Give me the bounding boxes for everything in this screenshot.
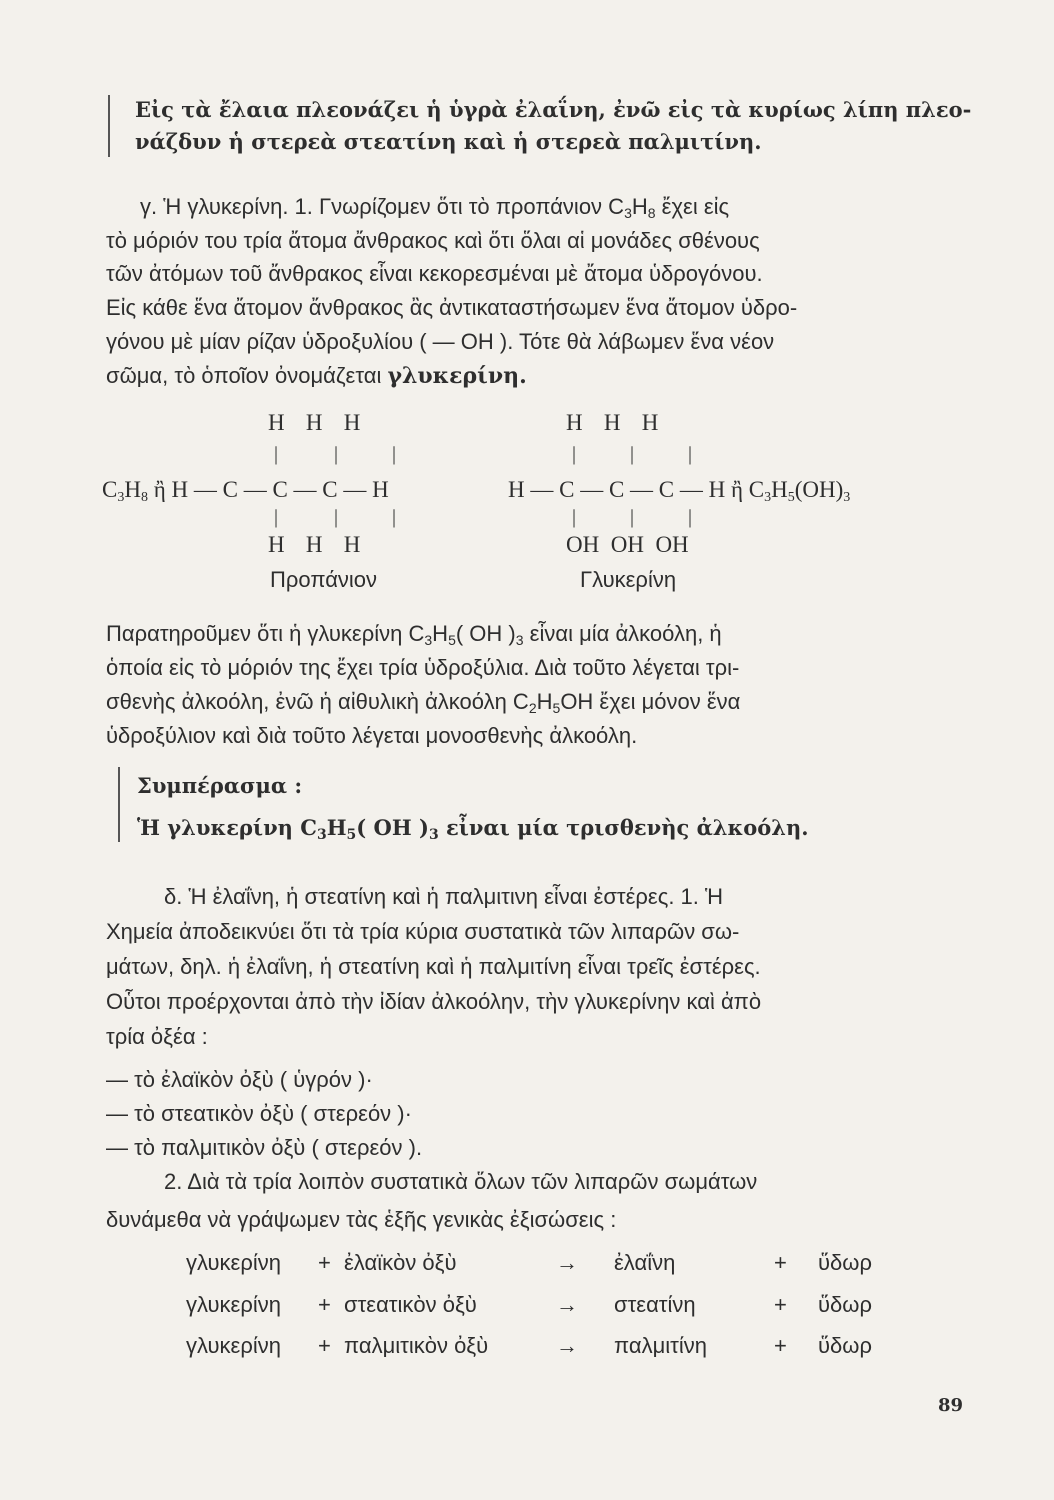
eq-ester: παλμιτίνη bbox=[614, 1333, 707, 1358]
eq-arrow: → bbox=[556, 1333, 578, 1358]
section-c-line-4: Εἰς κάθε ἕνα ἄτομον ἄνθρακος ἂς ἀντικαταστήσωμεν ἕνα ἄτομον ὑδρο- bbox=[106, 295, 798, 320]
glycerol-chain: H — C — C — C — H ἢ $C_3H_5(OH)_3$ bbox=[508, 477, 851, 505]
note-line-2: νάζδυν ἡ στερεὰ στεατίνη καὶ ἡ στερεὰ παλμιτίνη. bbox=[135, 129, 762, 154]
bond-top-5: | bbox=[630, 443, 635, 465]
observation-line-1: Παρατηροῦμεν ὅτι ἡ γλυκερίνη $C_3H_5$( OH )$_3$ εἶναι μία ἀλκοόλη, ἡ bbox=[106, 621, 722, 648]
acid-stearic: — τὸ στεατικὸν ὀξὺ ( στερεόν )· bbox=[106, 1101, 412, 1126]
conclusion-margin-bar bbox=[118, 767, 120, 842]
eq-acid: στεατικὸν ὀξὺ bbox=[344, 1292, 477, 1317]
eq-plus: + bbox=[318, 1250, 331, 1275]
observation-line-2: ὁποία εἰς τὸ μόριόν της ἔχει τρία ὑδροξύλια. Διὰ τοῦτο λέγεται τρι- bbox=[106, 655, 740, 680]
section-d-line-5: τρία ὀξέα : bbox=[106, 1024, 208, 1049]
acid-oleic: — τὸ ἐλαϊκὸν ὀξὺ ( ὑγρόν )· bbox=[106, 1067, 373, 1092]
propane-label: Προπάνιον bbox=[270, 567, 378, 592]
eq-water: ὕδωρ bbox=[818, 1333, 872, 1358]
eq-ester: ἐλαΐνη bbox=[614, 1250, 676, 1275]
eq-acid: παλμιτικὸν ὀξὺ bbox=[344, 1333, 489, 1358]
section-d-line-7: δυνάμεθα νὰ γράψωμεν τὰς ἑξῆς γενικὰς ἐξισώσεις : bbox=[106, 1207, 617, 1232]
eq-plus: + bbox=[774, 1250, 787, 1275]
glycerol-bottom-hydroxyls: OH OH OH bbox=[566, 532, 689, 557]
eq-plus: + bbox=[774, 1292, 787, 1317]
section-d-line-2: Χημεία ἀποδεικνύει ὅτι τὰ τρία κύρια συστατικὰ τῶν λιπαρῶν σω- bbox=[106, 919, 740, 944]
conclusion-statement: Ἡ γλυκερίνη $C_3H_5$( OH )$_3$ εἶναι μία τρισθενὴς ἀλκοόλη. bbox=[137, 815, 809, 843]
page-number: 89 bbox=[938, 1395, 964, 1416]
propane-bottom-hydrogens: H H H bbox=[268, 532, 362, 557]
observation-line-4: ὑδροξύλιον καὶ διὰ τοῦτο λέγεται μονοσθενὴς ἀλκοόλη. bbox=[106, 723, 638, 748]
section-d-line-3: μάτων, δηλ. ἡ ἐλαΐνη, ἡ στεατίνη καὶ ἡ παλμιτίνη εἶναι τρεῖς ἐστέρες. bbox=[106, 954, 761, 979]
section-c-line-6: σῶμα, τὸ ὁποῖον ὀνομάζεται γλυκερίνη. bbox=[106, 363, 527, 389]
section-d-line-1: δ. Ἡ ἐλαΐνη, ἡ στεατίνη καὶ ἡ παλμιτινη εἶναι ἐστέρες. 1. Ἡ bbox=[164, 884, 724, 909]
bond-top-6: | bbox=[688, 443, 693, 465]
eq-plus: + bbox=[318, 1333, 331, 1358]
note-margin-bar bbox=[108, 95, 110, 157]
eq-arrow: → bbox=[556, 1250, 578, 1275]
acid-palmitic: — τὸ παλμιτικὸν ὀξὺ ( στερεόν ). bbox=[106, 1135, 423, 1160]
bond-top-4: | bbox=[572, 443, 577, 465]
propane-chain: $C_3H_8$ ἢ H — C — C — C — H bbox=[102, 477, 389, 505]
bond-top-2: | bbox=[334, 443, 339, 465]
eq-glycerol: γλυκερίνη bbox=[186, 1292, 281, 1317]
eq-water: ὕδωρ bbox=[818, 1250, 872, 1275]
section-d-line-4: Οὗτοι προέρχονται ἀπὸ τὴν ἰδίαν ἀλκοόλην, τὴν γλυκερίνην καὶ ἀπὸ bbox=[106, 989, 762, 1014]
section-c-line-1: γ. Ἡ γλυκερίνη. 1. Γνωρίζομεν ὅτι τὸ προπάνιον $C_3H_8$ ἔχει εἰς bbox=[140, 194, 730, 221]
section-c-line-2: τὸ μόριόν του τρία ἄτομα ἄνθρακος καὶ ὅτι ὅλαι αἱ μονάδες σθένους bbox=[106, 228, 760, 253]
glycerol-top-hydrogens: H H H bbox=[566, 410, 660, 435]
note-line-1: Εἰς τὰ ἔλαια πλεονάζει ἡ ὑγρὰ ἐλαΐνη, ἐνῶ εἰς τὰ κυρίως λίπη πλεο- bbox=[135, 97, 972, 122]
eq-plus: + bbox=[774, 1333, 787, 1358]
bond-bottom-5: | bbox=[630, 506, 635, 528]
eq-ester: στεατίνη bbox=[614, 1292, 696, 1317]
glycerol-label: Γλυκερίνη bbox=[580, 567, 677, 592]
eq-plus: + bbox=[318, 1292, 331, 1317]
bond-bottom-2: | bbox=[334, 506, 339, 528]
eq-water: ὕδωρ bbox=[818, 1292, 872, 1317]
section-d-line-6: 2. Διὰ τὰ τρία λοιπὸν συστατικὰ ὅλων τῶν λιπαρῶν σωμάτων bbox=[164, 1169, 758, 1194]
bond-bottom-3: | bbox=[392, 506, 397, 528]
eq-arrow: → bbox=[556, 1292, 578, 1317]
bond-bottom-1: | bbox=[274, 506, 279, 528]
bond-bottom-6: | bbox=[688, 506, 693, 528]
section-c-line-5: γόνου μὲ μίαν ρίζαν ὑδροξυλίου ( — OH ). Τότε θὰ λάβωμεν ἕνα νέον bbox=[106, 329, 775, 354]
observation-line-3: σθενὴς ἀλκοόλη, ἐνῶ ἡ αἰθυλικὴ ἀλκοόλη $C_2H_5OH$ ἔχει μόνον ἕνα bbox=[106, 689, 741, 716]
bond-bottom-4: | bbox=[572, 506, 577, 528]
bond-top-1: | bbox=[274, 443, 279, 465]
eq-glycerol: γλυκερίνη bbox=[186, 1250, 281, 1275]
propane-top-hydrogens: H H H bbox=[268, 410, 362, 435]
bond-top-3: | bbox=[392, 443, 397, 465]
conclusion-label: Συμπέρασμα : bbox=[137, 773, 303, 798]
eq-acid: ἐλαϊκὸν ὀξὺ bbox=[344, 1250, 457, 1275]
eq-glycerol: γλυκερίνη bbox=[186, 1333, 281, 1358]
section-c-line-3: τῶν ἀτόμων τοῦ ἄνθρακος εἶναι κεκορεσμέναι μὲ ἄτομα ὑδρογόνου. bbox=[106, 261, 763, 286]
